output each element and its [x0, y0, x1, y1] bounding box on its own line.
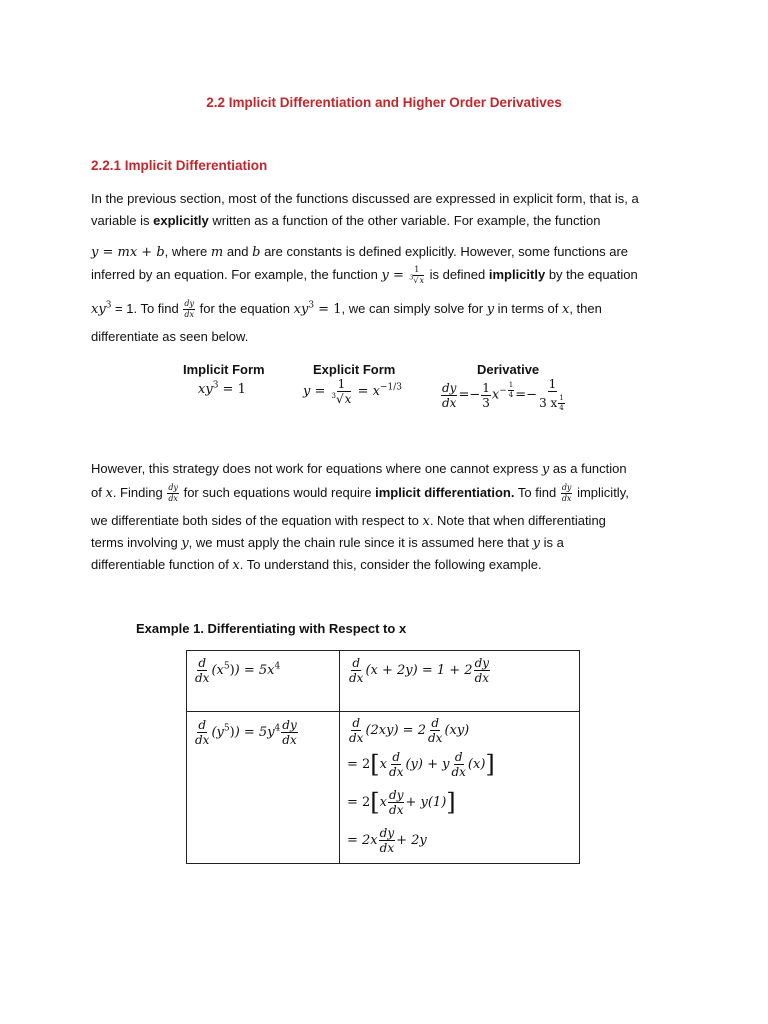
derivative-header: Derivative: [477, 362, 540, 377]
implicit-form-equation: $xy^3 = 1$: [198, 380, 246, 397]
cell-dx-x-plus-2y: $\frac{d}{dx}$ (x + 2y) = 1 + 2 $\frac{dy}{dx}$: [349, 656, 490, 685]
table-divider-vertical: [339, 651, 340, 863]
para1-line6: differentiate as seen below.: [91, 329, 249, 344]
table-divider-horizontal: [187, 711, 579, 712]
section-title: 2.2 Implicit Differentiation and Higher Order Derivatives: [206, 95, 562, 110]
cell-dx-y5: $\frac{d}{dx}$ $(y^5)) = 5y^4$ $\frac{dy}{dx}$: [195, 718, 297, 747]
cell-step-4: = 2x $\frac{dy}{dx}$ + 2y: [347, 826, 427, 855]
example-table: [186, 650, 580, 864]
dy-dx-fraction: $\frac{dy}{dx}$: [184, 299, 195, 319]
cell-step-2: = 2[x $\frac{d}{dx}$ (y) + y $\frac{d}{dx}$ (x)]: [347, 750, 495, 779]
cell-dx-2xy: $\frac{d}{dx}$ (2xy) = 2 $\frac{d}{dx}$ (xy): [349, 716, 470, 745]
para2-line5: differentiable function of x. To understand this, consider the following example.: [91, 557, 542, 573]
cell-dx-x5: $\frac{d}{dx}$ $(x^5)) = 5x^4$: [195, 656, 281, 685]
para1-line5: $xy^3 = 1$. To find $\frac{dy}{dx}$ for the equation $xy^3 = 1$, we can simply solve for y in terms of x, then: [91, 299, 602, 319]
cell-step-3: = 2[x $\frac{dy}{dx}$ + y(1)]: [347, 788, 456, 817]
example-title: Example 1. Differentiating with Respect to x: [136, 621, 407, 636]
para2-line3: we differentiate both sides of the equation with respect to x. Note that when differentiating: [91, 513, 606, 529]
one-over-cuberoot-x: $\frac{1}{^3√x}$: [409, 265, 424, 285]
para2-line2: of x. Finding $\frac{dy}{dx}$ for such equations would require implicit differentiation. To find $\frac{dy}{dx}$ implicitly,: [91, 483, 629, 503]
para2-line1: However, this strategy does not work for equations where one cannot express y as a function: [91, 461, 627, 477]
para1-line3: y = mx + b, where m and b are constants is defined explicitly. However, some functions are: [91, 244, 629, 260]
explicit-form-equation: y = $\frac{1}{^3√x}$ = $x^{-1/3}$: [303, 377, 402, 406]
explicit-form-header: Explicit Form: [313, 362, 396, 377]
para1-line1: In the previous section, most of the functions discussed are expressed in explicit form, that is, a: [91, 191, 639, 206]
subsection-title: 2.2.1 Implicit Differentiation: [91, 158, 268, 173]
para2-line4: terms involving y, we must apply the chain rule since it is assumed here that y is a: [91, 535, 564, 551]
derivative-equation: $\frac{dy}{dx}$ =− $\frac{1}{3}$ $x^{- \frac{1}{4}}$ =− 1 3 x $\frac{1}{4}$: [442, 377, 564, 412]
implicit-form-header: Implicit Form: [183, 362, 265, 377]
para1-line2: variable is explicitly written as a function of the other variable. For example, the function: [91, 213, 601, 228]
para1-line4: inferred by an equation. For example, the function y = $\frac{1}{^3√x}$ is defined implicitly by the equation: [91, 265, 638, 285]
